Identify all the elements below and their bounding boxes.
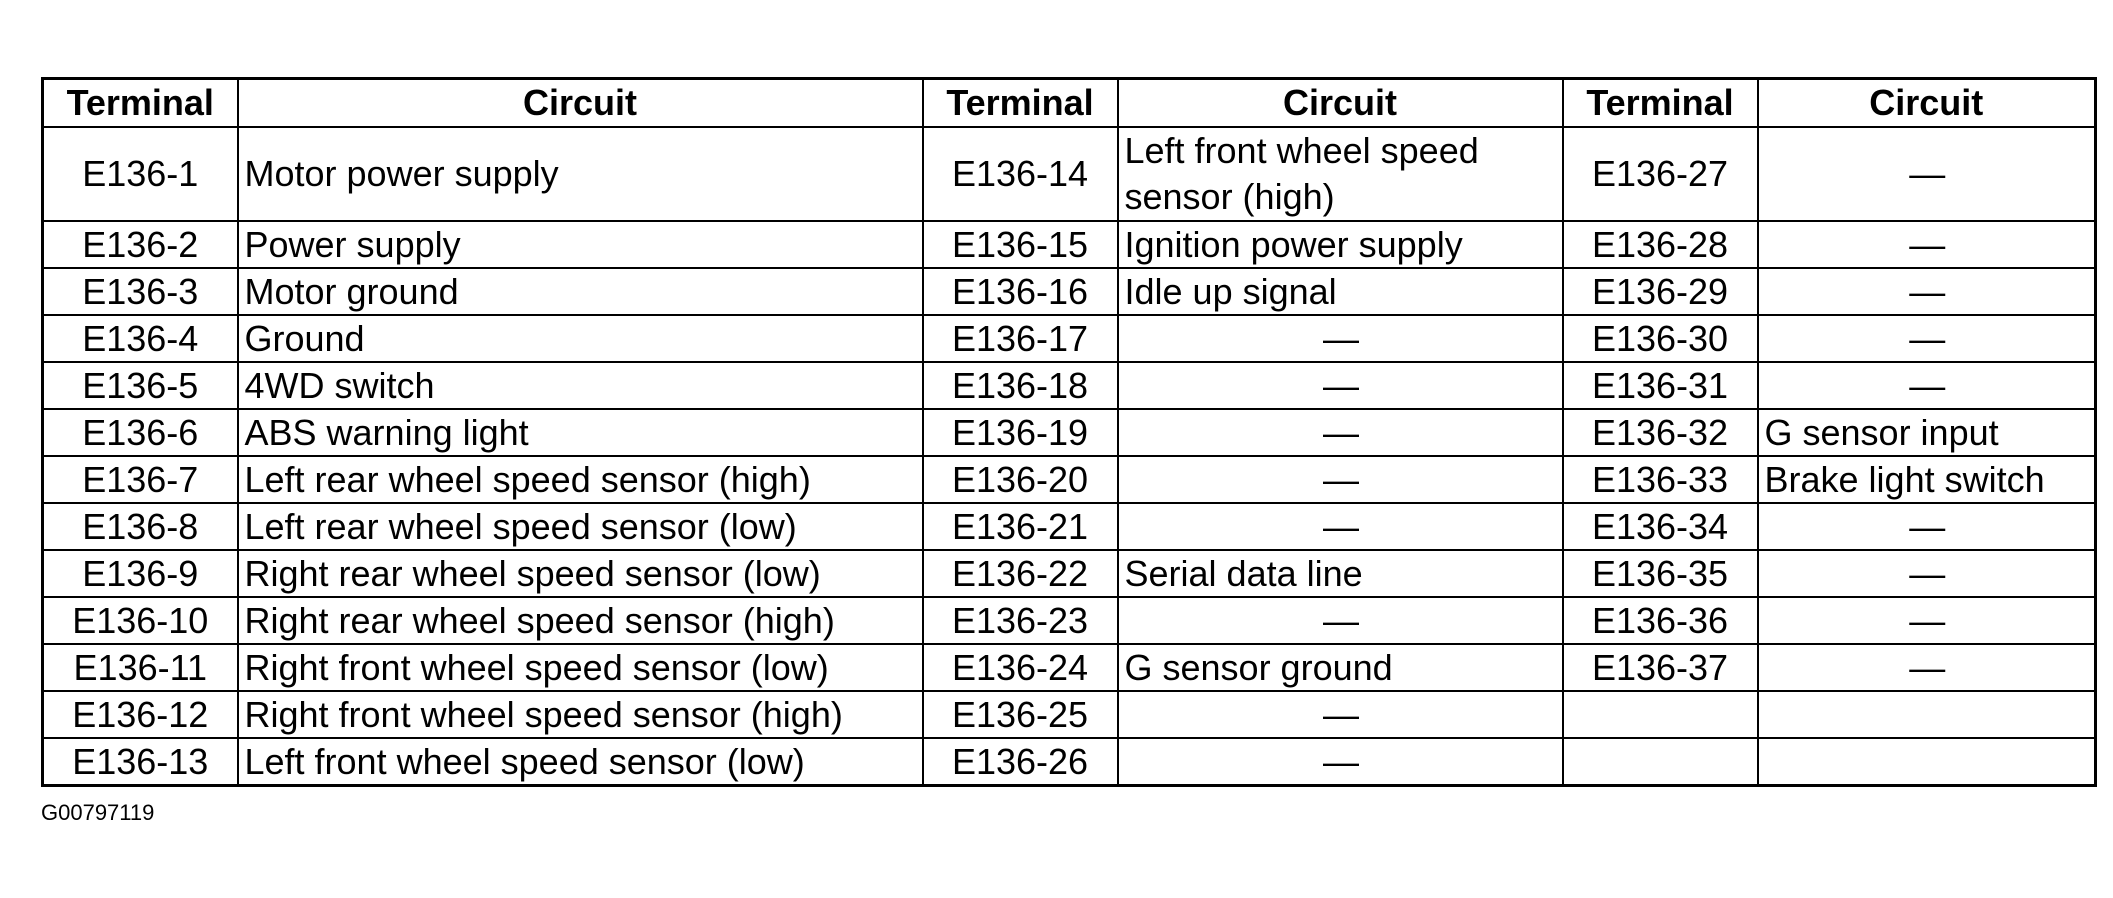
table-row xyxy=(43,221,2096,268)
circuit-cell: Right rear wheel speed sensor (low) xyxy=(238,550,923,597)
terminal-cell: E136-17 xyxy=(923,315,1118,362)
terminal-cell: E136-26 xyxy=(923,738,1118,786)
terminal-cell: E136-11 xyxy=(43,644,238,691)
circuit-cell: Motor ground xyxy=(238,268,923,315)
circuit-cell: — xyxy=(1118,362,1563,409)
circuit-cell: Ground xyxy=(238,315,923,362)
terminal-cell: E136-21 xyxy=(923,503,1118,550)
terminal-cell: E136-36 xyxy=(1563,597,1758,644)
circuit-cell: — xyxy=(1118,597,1563,644)
header-circuit: Circuit xyxy=(1118,79,1563,128)
header-circuit: Circuit xyxy=(238,79,923,128)
circuit-cell: — xyxy=(1118,738,1563,786)
terminal-cell: E136-19 xyxy=(923,409,1118,456)
terminal-cell: E136-3 xyxy=(43,268,238,315)
circuit-cell: — xyxy=(1758,644,2096,691)
circuit-cell: Left rear wheel speed sensor (low) xyxy=(238,503,923,550)
terminal-circuit-table xyxy=(41,77,2097,787)
terminal-table-container xyxy=(41,77,2097,787)
terminal-cell: E136-4 xyxy=(43,315,238,362)
header-terminal: Terminal xyxy=(1563,79,1758,128)
terminal-cell: E136-5 xyxy=(43,362,238,409)
terminal-cell: E136-7 xyxy=(43,456,238,503)
table-row xyxy=(43,550,2096,597)
circuit-cell: Motor power supply xyxy=(238,127,923,221)
table-row xyxy=(43,738,2096,786)
terminal-cell: E136-27 xyxy=(1563,127,1758,221)
circuit-cell: — xyxy=(1758,268,2096,315)
terminal-cell: E136-14 xyxy=(923,127,1118,221)
terminal-cell: E136-33 xyxy=(1563,456,1758,503)
circuit-cell: Serial data line xyxy=(1118,550,1563,597)
terminal-cell: E136-10 xyxy=(43,597,238,644)
circuit-cell: Left front wheel speed sensor (low) xyxy=(238,738,923,786)
terminal-cell: E136-37 xyxy=(1563,644,1758,691)
terminal-cell: E136-2 xyxy=(43,221,238,268)
circuit-cell: ABS warning light xyxy=(238,409,923,456)
terminal-cell: E136-13 xyxy=(43,738,238,786)
header-terminal: Terminal xyxy=(43,79,238,128)
circuit-cell: — xyxy=(1758,597,2096,644)
terminal-cell: E136-35 xyxy=(1563,550,1758,597)
table-row xyxy=(43,503,2096,550)
circuit-cell: Idle up signal xyxy=(1118,268,1563,315)
circuit-cell: — xyxy=(1118,691,1563,738)
terminal-cell: E136-16 xyxy=(923,268,1118,315)
table-row xyxy=(43,644,2096,691)
table-row xyxy=(43,597,2096,644)
circuit-cell: — xyxy=(1758,503,2096,550)
circuit-cell: — xyxy=(1118,503,1563,550)
terminal-cell: E136-28 xyxy=(1563,221,1758,268)
table-row xyxy=(43,362,2096,409)
terminal-cell: E136-15 xyxy=(923,221,1118,268)
table-row xyxy=(43,409,2096,456)
circuit-cell: G sensor input xyxy=(1758,409,2096,456)
terminal-cell: E136-1 xyxy=(43,127,238,221)
table-row xyxy=(43,456,2096,503)
terminal-cell: E136-20 xyxy=(923,456,1118,503)
terminal-cell xyxy=(1563,738,1758,786)
terminal-cell: E136-23 xyxy=(923,597,1118,644)
circuit-cell: Right front wheel speed sensor (high) xyxy=(238,691,923,738)
circuit-cell: Power supply xyxy=(238,221,923,268)
terminal-cell: E136-32 xyxy=(1563,409,1758,456)
terminal-cell xyxy=(1563,691,1758,738)
terminal-cell: E136-18 xyxy=(923,362,1118,409)
circuit-cell: G sensor ground xyxy=(1118,644,1563,691)
terminal-cell: E136-9 xyxy=(43,550,238,597)
terminal-cell: E136-22 xyxy=(923,550,1118,597)
terminal-cell: E136-24 xyxy=(923,644,1118,691)
circuit-cell: — xyxy=(1118,456,1563,503)
circuit-cell: — xyxy=(1118,409,1563,456)
circuit-cell: 4WD switch xyxy=(238,362,923,409)
circuit-cell: — xyxy=(1758,127,2096,221)
terminal-cell: E136-8 xyxy=(43,503,238,550)
terminal-cell: E136-29 xyxy=(1563,268,1758,315)
table-row xyxy=(43,691,2096,738)
terminal-cell: E136-30 xyxy=(1563,315,1758,362)
circuit-cell: — xyxy=(1758,315,2096,362)
circuit-cell: — xyxy=(1758,221,2096,268)
table-row xyxy=(43,127,2096,221)
circuit-cell: Right front wheel speed sensor (low) xyxy=(238,644,923,691)
terminal-cell: E136-6 xyxy=(43,409,238,456)
circuit-cell: — xyxy=(1758,362,2096,409)
circuit-cell: Brake light switch xyxy=(1758,456,2096,503)
header-terminal: Terminal xyxy=(923,79,1118,128)
terminal-cell: E136-31 xyxy=(1563,362,1758,409)
circuit-cell: Ignition power supply xyxy=(1118,221,1563,268)
table-row xyxy=(43,315,2096,362)
terminal-cell: E136-12 xyxy=(43,691,238,738)
circuit-cell xyxy=(1758,691,2096,738)
circuit-cell: — xyxy=(1118,315,1563,362)
circuit-cell: Left front wheel speed sensor (high) xyxy=(1118,127,1563,221)
circuit-cell: — xyxy=(1758,550,2096,597)
header-circuit: Circuit xyxy=(1758,79,2096,128)
circuit-cell xyxy=(1758,738,2096,786)
terminal-cell: E136-34 xyxy=(1563,503,1758,550)
circuit-cell: Right rear wheel speed sensor (high) xyxy=(238,597,923,644)
table-row xyxy=(43,268,2096,315)
circuit-cell: Left rear wheel speed sensor (high) xyxy=(238,456,923,503)
header-row xyxy=(43,79,2096,128)
terminal-cell: E136-25 xyxy=(923,691,1118,738)
figure-id: G00797119 xyxy=(41,800,155,825)
